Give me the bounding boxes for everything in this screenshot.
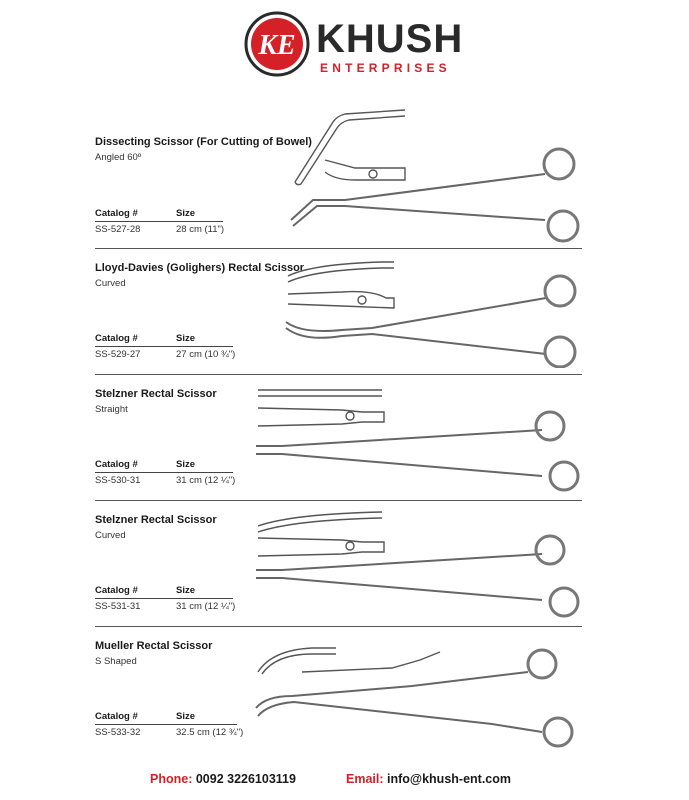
product-size: 28 cm (11") [176, 224, 225, 235]
footer-email [346, 772, 511, 786]
curved-stelzner-scissor-illustration [252, 508, 584, 620]
email-label: Email: [346, 772, 384, 786]
logo-badge-icon [244, 11, 310, 77]
phone-label: Phone: [150, 772, 193, 786]
product-subtitle: Angled 60º [95, 152, 142, 163]
product-title: Mueller Rectal Scissor [95, 640, 213, 652]
catalog-rule [95, 346, 233, 347]
catalog-rule [95, 221, 223, 222]
catalog-label: Catalog # [95, 208, 138, 219]
size-label: Size [176, 208, 196, 219]
size-label: Size [176, 711, 196, 722]
product-title: Stelzner Rectal Scissor [95, 514, 217, 526]
brand-tagline: ENTERPRISES [320, 61, 451, 75]
product-subtitle: Curved [95, 530, 126, 541]
brand-logo [244, 11, 464, 83]
catalog-rule [95, 472, 233, 473]
catalog-label: Catalog # [95, 333, 138, 344]
product-size: 31 cm (12 ¼") [176, 475, 236, 486]
section-divider [95, 248, 582, 249]
product-size: 31 cm (12 ¼") [176, 601, 236, 612]
logo-badge-text: KE [258, 30, 296, 61]
size-label: Size [176, 585, 196, 596]
size-label: Size [176, 459, 196, 470]
catalog-number: SS-527-28 [95, 224, 141, 235]
catalog-label: Catalog # [95, 585, 138, 596]
product-subtitle: Curved [95, 278, 126, 289]
catalog-number: SS-529-27 [95, 349, 141, 360]
product-title: Dissecting Scissor (For Cutting of Bowel) [95, 136, 312, 148]
catalog-number: SS-530-31 [95, 475, 141, 486]
size-label: Size [176, 333, 196, 344]
s-shaped-scissor-illustration [252, 640, 584, 750]
angled-scissor-illustration [285, 102, 585, 244]
product-subtitle: Straight [95, 404, 128, 415]
catalog-label: Catalog # [95, 459, 138, 470]
product-subtitle: S Shaped [95, 656, 137, 667]
product-title: Lloyd-Davies (Golighers) Rectal Scissor [95, 262, 305, 274]
catalog-label: Catalog # [95, 711, 138, 722]
brand-name: KHUSH [316, 17, 464, 61]
catalog-number: SS-533-32 [95, 727, 141, 738]
footer-phone [150, 772, 296, 786]
straight-rectal-scissor-illustration [252, 384, 584, 496]
email-link[interactable]: info@khush-ent.com [387, 772, 511, 786]
catalog-rule [95, 724, 237, 725]
section-divider [95, 500, 582, 501]
product-size: 27 cm (10 ¾") [176, 349, 236, 360]
phone-number[interactable]: 0092 3226103119 [195, 772, 296, 786]
catalog-number: SS-531-31 [95, 601, 141, 612]
catalog-rule [95, 598, 233, 599]
section-divider [95, 374, 582, 375]
product-title: Stelzner Rectal Scissor [95, 388, 217, 400]
product-size: 32.5 cm (12 ¾") [176, 727, 244, 738]
section-divider [95, 626, 582, 627]
curved-rectal-scissor-illustration [282, 258, 582, 368]
